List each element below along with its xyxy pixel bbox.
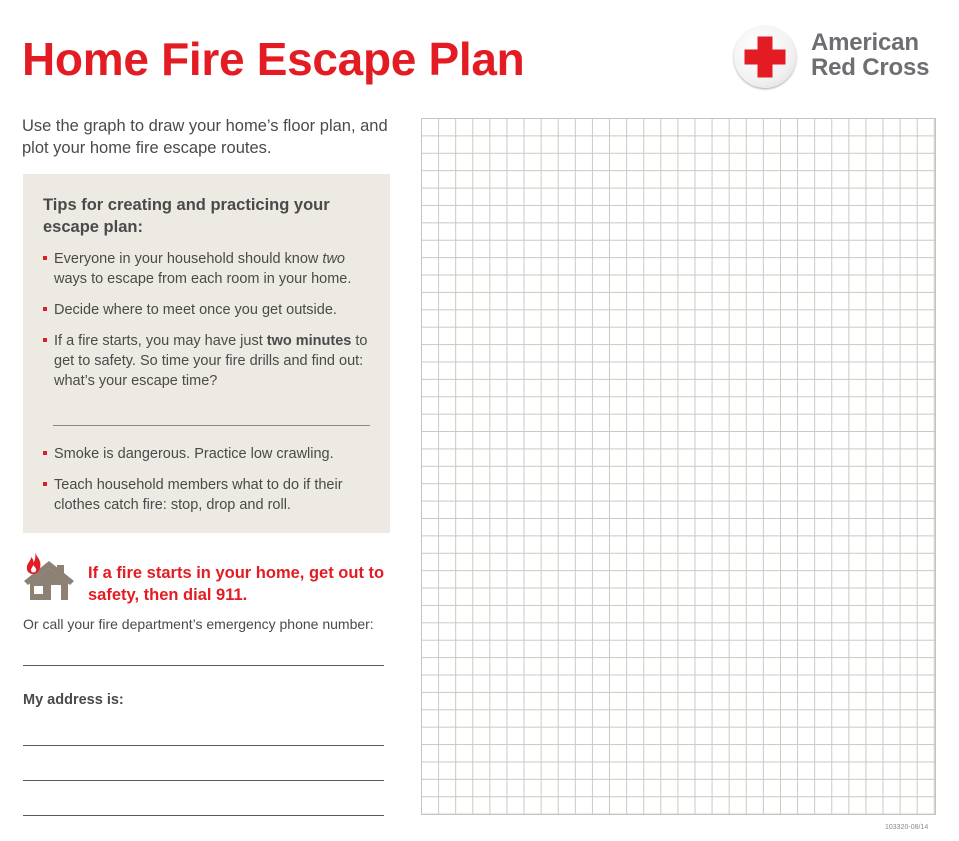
address-field-line-1[interactable] xyxy=(23,745,384,746)
tips-heading: Tips for creating and practicing your escape plan: xyxy=(43,196,330,236)
red-cross-icon xyxy=(734,26,796,88)
bullet-icon xyxy=(43,482,47,486)
phone-number-field[interactable] xyxy=(23,665,384,666)
escape-time-field[interactable] xyxy=(53,425,370,426)
floor-plan-grid[interactable] xyxy=(421,118,936,815)
address-field-line-3[interactable] xyxy=(23,815,384,816)
intro-text: Use the graph to draw your home’s floor plan, and plot your home fire escape routes. xyxy=(22,117,388,157)
phone-prompt: Or call your fire department’s emergency phone number: xyxy=(23,616,374,632)
bullet-icon xyxy=(43,338,47,342)
tip-item: Teach household members what to do if their clothes catch fire: stop, drop and roll. xyxy=(43,475,372,515)
tip-item: Everyone in your household should know two ways to escape from each room in your home. xyxy=(43,249,372,289)
address-field-line-2[interactable] xyxy=(23,780,384,781)
red-cross-logo xyxy=(734,24,944,94)
bullet-icon xyxy=(43,451,47,455)
tip-item: Smoke is dangerous. Practice low crawling. xyxy=(43,444,372,464)
tip-item: Decide where to meet once you get outside. xyxy=(43,300,372,320)
alert-text: If a fire starts in your home, get out to safety, then dial 911. xyxy=(88,564,385,604)
bullet-icon xyxy=(43,256,47,260)
logo-line-2: Red Cross xyxy=(811,54,930,81)
bullet-icon xyxy=(43,307,47,311)
logo-wordmark xyxy=(811,30,929,80)
page-title: Home Fire Escape Plan xyxy=(22,33,525,85)
logo-line-1: American xyxy=(811,29,919,56)
house-fire-icon xyxy=(23,552,75,602)
tips-panel xyxy=(23,174,390,533)
form-code: 103320-08/14 xyxy=(885,824,929,831)
address-label: My address is: xyxy=(23,692,124,708)
tip-item: If a fire starts, you may have just two minutes to get to safety. So time your fire drills and find out: what’s your escape time? xyxy=(43,331,372,391)
